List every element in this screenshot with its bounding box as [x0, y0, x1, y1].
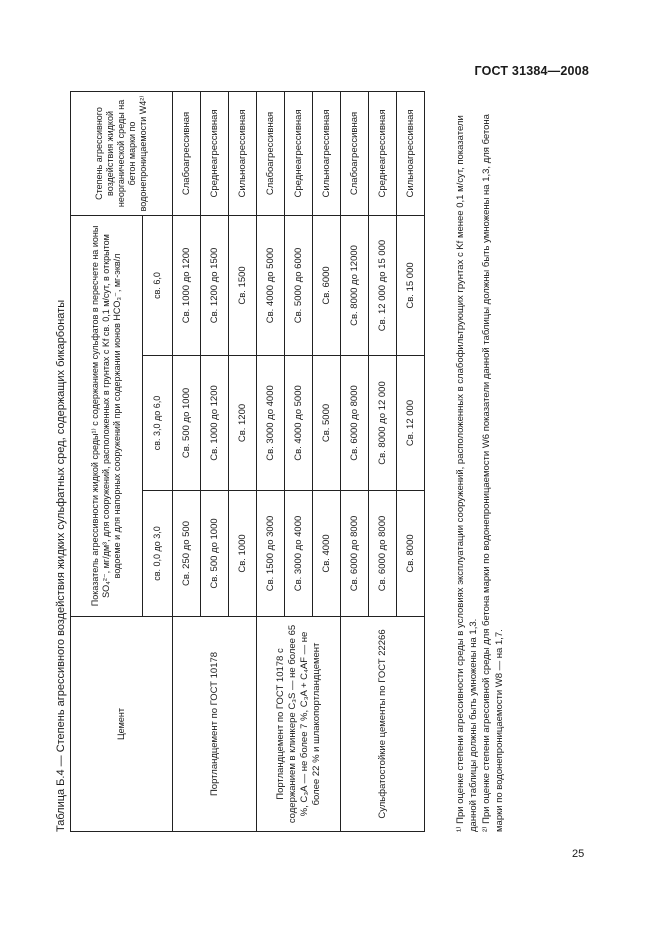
value-cell: Св. 4000 до 5000 [285, 356, 313, 491]
value-cell: Св. 5000 [313, 356, 341, 491]
value-cell: Св. 1200 до 1500 [201, 215, 229, 355]
value-cell: Св. 6000 до 8000 [341, 356, 369, 491]
value-cell: Св. 12 000 до 15 000 [369, 215, 397, 355]
value-cell: Св. 250 до 500 [173, 491, 201, 617]
value-cell: Св. 3000 до 4000 [257, 356, 285, 491]
degree-cell: Слабоагрессивная [173, 91, 201, 215]
table-caption: Таблица Б.4 — Степень агрессивного воздействия жидких сульфатных сред, содержащих бикарбонаты [55, 299, 67, 832]
table-footnotes [454, 92, 506, 832]
footnote-2: ²⁾ При оценке степени агрессивной среды для бетона марки по водонепроницаемости W6 показатели данной таблицы должны быть умножены на 1,3, для бетона марки по водонепроницаемости W8 — на 1,7. [481, 114, 505, 832]
value-cell: Св. 4000 до 5000 [257, 215, 285, 355]
cement-cell: Портландцемент по ГОСТ 10178 с содержанием в клинкере C₃S — не более 65 %, C₃A — не более 7 %, C₃A + C₄AF — не более 22 % и шлакопортландцемент [257, 617, 341, 832]
table-row [341, 91, 369, 831]
aggressiveness-table [70, 91, 425, 832]
value-cell: Св. 500 до 1000 [173, 356, 201, 491]
degree-cell: Сильноагрессивная [313, 91, 341, 215]
subheader-hco3-low: св. 0,0 до 3,0 [143, 491, 173, 617]
value-cell: Св. 12 000 [397, 356, 425, 491]
value-cell: Св. 15 000 [397, 215, 425, 355]
value-cell: Св. 1500 до 3000 [257, 491, 285, 617]
value-cell: Св. 8000 [397, 491, 425, 617]
value-cell: Св. 1200 [229, 356, 257, 491]
value-cell: Св. 6000 до 8000 [341, 491, 369, 617]
header-cement: Цемент [71, 617, 173, 832]
degree-cell: Сильноагрессивная [397, 91, 425, 215]
value-cell: Св. 8000 до 12 000 [369, 356, 397, 491]
degree-cell: Слабоагрессивная [341, 91, 369, 215]
degree-cell: Среднеагрессивная [369, 91, 397, 215]
degree-cell: Сильноагрессивная [229, 91, 257, 215]
cement-cell: Портландцемент по ГОСТ 10178 [173, 617, 257, 832]
value-cell: Св. 6000 [313, 215, 341, 355]
value-cell: Св. 3000 до 4000 [285, 491, 313, 617]
rotated-table-block [54, 92, 594, 832]
value-cell: Св. 5000 до 6000 [285, 215, 313, 355]
header-indicator: Показатель агрессивности жидкой среды¹⁾ с содержанием сульфатов в пересчете на ионы SO₄²⁻, мг/дм³, для сооружений, расположенных в грунтах с Kf св. 0,1 м/сут, в открытом водоеме и для напорных сооружений при содержании ионов HCO₃⁻, мг-экв/л [71, 215, 143, 616]
value-cell: Св. 6000 до 8000 [369, 491, 397, 617]
value-cell: Св. 1000 до 1200 [173, 215, 201, 355]
cement-cell: Сульфатостойкие цементы по ГОСТ 22266 [341, 617, 425, 832]
subheader-hco3-high: св. 6,0 [143, 215, 173, 355]
value-cell: Св. 1500 [229, 215, 257, 355]
page-number: 25 [572, 848, 585, 860]
document-code: ГОСТ 31384—2008 [474, 64, 589, 78]
value-cell: Св. 4000 [313, 491, 341, 617]
subheader-hco3-mid: св. 3,0 до 6,0 [143, 356, 173, 491]
header-degree: Степень агрессивного воздействия жидкой неорганической среды на бетон марки по водонепроницаемости W4²⁾ [71, 91, 173, 215]
value-cell: Св. 1000 [229, 491, 257, 617]
degree-cell: Среднеагрессивная [201, 91, 229, 215]
value-cell: Св. 500 до 1000 [201, 491, 229, 617]
table-row [173, 91, 201, 831]
degree-cell: Слабоагрессивная [257, 91, 285, 215]
value-cell: Св. 1000 до 1200 [201, 356, 229, 491]
table-row [257, 91, 285, 831]
degree-cell: Среднеагрессивная [285, 91, 313, 215]
footnote-1: ¹⁾ При оценке степени агрессивности среды в условиях эксплуатации сооружений, расположенных в слабофильтрующих грунтах с Kf менее 0,1 м/сут, показатели данной таблицы должны быть умножены на 1,3. [455, 115, 479, 832]
value-cell: Св. 8000 до 12000 [341, 215, 369, 355]
